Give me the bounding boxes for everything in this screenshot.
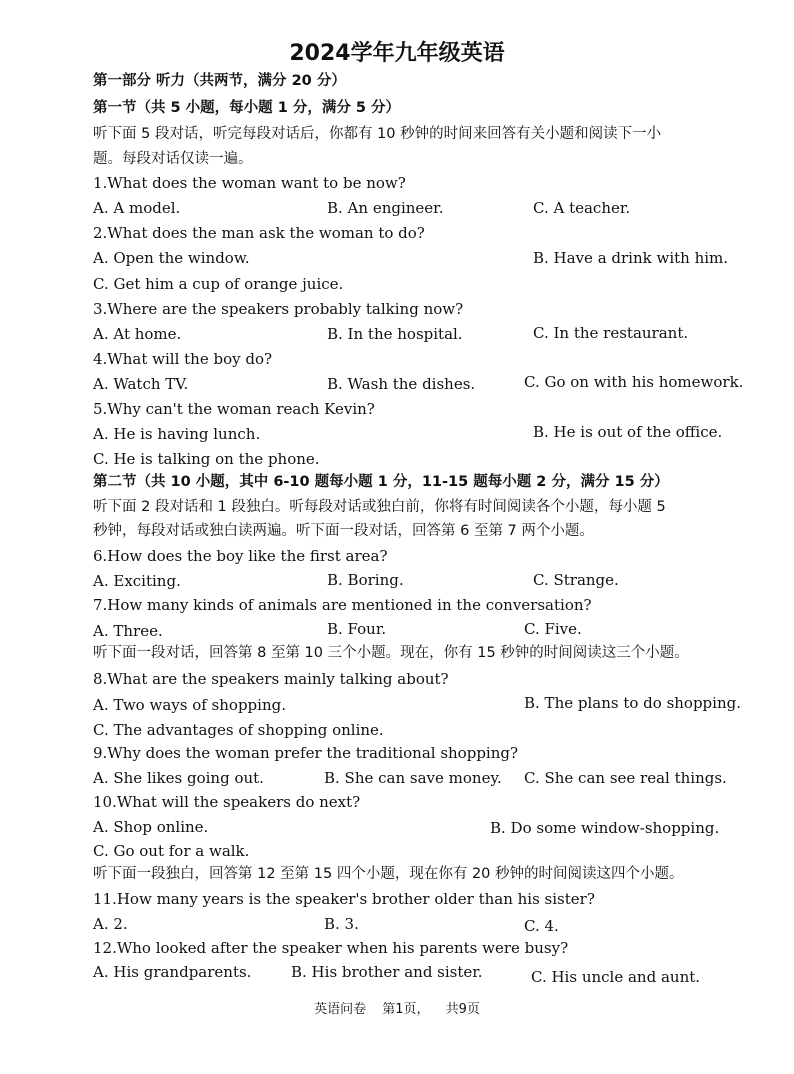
- question-1-option-a: A. A model.: [93, 199, 181, 217]
- section2-heading: 第二节（共 10 小题，其中 6-10 题每小题 1 分，11-15 题每小题 2 分，满分 15 分）: [93, 474, 669, 490]
- question-11-stem: 11.How many years is the speaker's brother older than his sister?: [93, 890, 595, 908]
- question-7-option-b: B. Four.: [327, 620, 387, 638]
- section1-instructions-line2: 题。每段对话仅读一遍。: [93, 151, 253, 167]
- footer-page-number: 第1页，: [382, 1002, 430, 1017]
- question-12-option-a: A. His grandparents.: [93, 963, 252, 981]
- question-2-option-b: B. Have a drink with him.: [533, 249, 729, 267]
- question-10-stem: 10.What will the speakers do next?: [93, 793, 361, 811]
- instructions-questions-12-15: 听下面一段独白，回答第 12 至第 15 四个小题，现在你有 20 秒钟的时间阅读这四个小题。: [93, 866, 684, 882]
- question-8-option-b: B. The plans to do shopping.: [524, 694, 741, 712]
- question-6-option-b: B. Boring.: [327, 571, 404, 589]
- question-10-option-a: A. Shop online.: [93, 818, 209, 836]
- question-1-option-c: C. A teacher.: [533, 199, 631, 217]
- question-1-option-b: B. An engineer.: [327, 199, 444, 217]
- question-5-option-a: A. He is having lunch.: [93, 425, 261, 443]
- question-7-option-a: A. Three.: [93, 622, 163, 640]
- footer-paper-name: 英语问卷: [314, 1002, 367, 1017]
- question-8-stem: 8.What are the speakers mainly talking about?: [93, 670, 449, 688]
- section2-instructions-line1: 听下面 2 段对话和 1 段独白。听每段对话或独白前，你将有时间阅读各个小题，每小题 5: [93, 499, 666, 515]
- question-10-option-c: C. Go out for a walk.: [93, 842, 250, 860]
- question-2-stem: 2.What does the man ask the woman to do?: [93, 224, 425, 242]
- question-3-option-b: B. In the hospital.: [327, 325, 463, 343]
- question-4-option-b: B. Wash the dishes.: [327, 375, 476, 393]
- question-12-stem: 12.Who looked after the speaker when his parents were busy?: [93, 939, 569, 957]
- section1-instructions-line1: 听下面 5 段对话，听完每段对话后，你都有 10 秒钟的时间来回答有关小题和阅读下一小: [93, 126, 662, 142]
- instructions-questions-8-10: 听下面一段对话，回答第 8 至第 10 三个小题。现在，你有 15 秒钟的时间阅读这三个小题。: [93, 645, 689, 661]
- question-6-option-c: C. Strange.: [533, 571, 619, 589]
- page-footer: [0, 998, 794, 1017]
- question-11-option-a: A. 2.: [93, 915, 128, 933]
- question-4-option-c: C. Go on with his homework.: [524, 373, 744, 391]
- question-4-stem: 4.What will the boy do?: [93, 350, 273, 368]
- question-9-option-c: C. She can see real things.: [524, 769, 727, 787]
- question-5-option-c: C. He is talking on the phone.: [93, 450, 320, 468]
- question-11-option-c: C. 4.: [524, 917, 559, 935]
- part1-heading: 第一部分 听力（共两节，满分 20 分）: [93, 73, 346, 89]
- question-5-stem: 5.Why can't the woman reach Kevin?: [93, 400, 375, 418]
- question-9-option-a: A. She likes going out.: [93, 769, 264, 787]
- question-3-option-a: A. At home.: [93, 325, 182, 343]
- question-1-stem: 1.What does the woman want to be now?: [93, 174, 406, 192]
- question-4-option-a: A. Watch TV.: [93, 375, 189, 393]
- question-6-option-a: A. Exciting.: [93, 572, 181, 590]
- question-12-option-c: C. His uncle and aunt.: [531, 968, 701, 986]
- question-7-option-c: C. Five.: [524, 620, 582, 638]
- question-8-option-c: C. The advantages of shopping online.: [93, 721, 384, 739]
- question-9-option-b: B. She can save money.: [324, 769, 502, 787]
- question-2-option-c: C. Get him a cup of orange juice.: [93, 275, 344, 293]
- question-3-stem: 3.Where are the speakers probably talking now?: [93, 300, 464, 318]
- question-3-option-c: C. In the restaurant.: [533, 324, 689, 342]
- question-7-stem: 7.How many kinds of animals are mentioned in the conversation?: [93, 596, 592, 614]
- footer-total-pages: 共9页: [445, 1002, 480, 1017]
- question-2-option-a: A. Open the window.: [93, 249, 250, 267]
- question-10-option-b: B. Do some window-shopping.: [490, 819, 720, 837]
- question-9-stem: 9.Why does the woman prefer the traditional shopping?: [93, 744, 519, 762]
- section2-instructions-line2: 秒钟，每段对话或独白读两遍。听下面一段对话，回答第 6 至第 7 两个小题。: [93, 523, 594, 539]
- question-11-option-b: B. 3.: [324, 915, 359, 933]
- question-8-option-a: A. Two ways of shopping.: [93, 696, 286, 714]
- section1-heading: 第一节（共 5 小题，每小题 1 分，满分 5 分）: [93, 100, 401, 116]
- question-12-option-b: B. His brother and sister.: [291, 963, 483, 981]
- page-title: 2024学年九年级英语: [289, 41, 505, 66]
- question-5-option-b: B. He is out of the office.: [533, 423, 723, 441]
- question-6-stem: 6.How does the boy like the first area?: [93, 547, 388, 565]
